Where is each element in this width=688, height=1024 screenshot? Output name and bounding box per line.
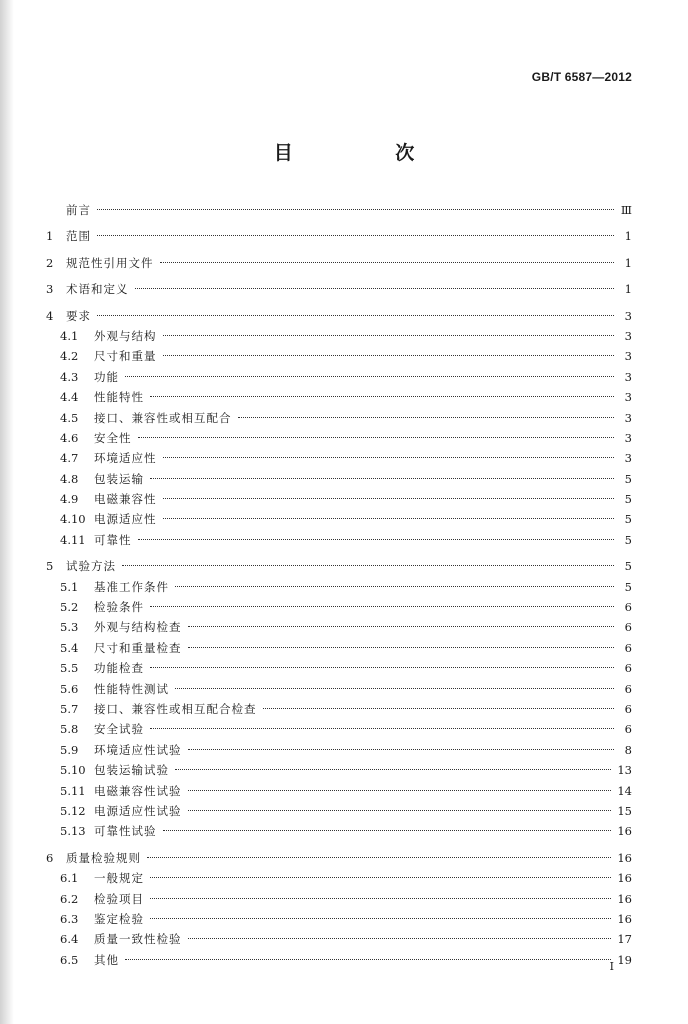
toc-dot-leader: [122, 565, 614, 566]
toc-dot-leader: [150, 396, 614, 397]
toc-entry-title: 电磁兼容性试验: [94, 783, 182, 798]
toc-entry-number: 4.4: [60, 390, 79, 405]
toc-entry-title: 功能: [94, 369, 119, 384]
toc-entry-number: 5.6: [60, 681, 79, 696]
toc-entry-number: 4.11: [60, 532, 86, 547]
toc-entry-number: 5.4: [60, 640, 79, 655]
toc-dot-leader: [150, 728, 614, 729]
toc-entry-title: 规范性引用文件: [66, 255, 154, 270]
toc-entry-title: 外观与结构: [94, 328, 157, 343]
table-of-contents: [46, 200, 632, 970]
toc-entry[interactable]: [46, 469, 632, 489]
toc-dot-leader: [163, 355, 615, 356]
toc-entry-page: 1: [624, 229, 632, 244]
toc-entry-title: 安全性: [94, 430, 132, 445]
toc-entry[interactable]: [46, 253, 632, 273]
toc-entry[interactable]: [46, 200, 632, 220]
toc-entry-title: 尺寸和重量: [94, 349, 157, 364]
toc-dot-leader: [188, 647, 615, 648]
toc-dot-leader: [150, 898, 611, 899]
toc-dot-leader: [150, 877, 611, 878]
toc-dot-leader: [163, 498, 615, 499]
toc-dot-leader: [175, 586, 614, 587]
toc-entry-title: 一般规定: [94, 871, 144, 886]
toc-dot-leader: [125, 959, 611, 960]
toc-entry-page: 6: [624, 620, 632, 635]
toc-entry-page: 16: [617, 911, 632, 926]
toc-entry-number: 4.6: [60, 430, 79, 445]
toc-entry-title: 性能特性测试: [94, 681, 169, 696]
toc-entry-number: 4.8: [60, 471, 79, 486]
toc-entry-title: 包装运输: [94, 471, 144, 486]
toc-entry[interactable]: [46, 909, 632, 929]
toc-entry-page: 3: [624, 369, 632, 384]
toc-entry-title: 质量检验规则: [66, 850, 141, 865]
toc-entry-title: 试验方法: [66, 559, 116, 574]
toc-entry[interactable]: [46, 387, 632, 407]
toc-entry[interactable]: [46, 428, 632, 448]
toc-entry[interactable]: [46, 556, 632, 576]
toc-entry[interactable]: [46, 848, 632, 868]
toc-entry-page: Ⅲ: [620, 203, 632, 217]
toc-entry-title: 包装运输试验: [94, 763, 169, 778]
toc-entry-page: 5: [624, 579, 632, 594]
toc-dot-leader: [188, 810, 612, 811]
toc-entry-page: 6: [624, 661, 632, 676]
toc-dot-leader: [147, 857, 611, 858]
toc-entry[interactable]: [46, 306, 632, 326]
toc-dot-leader: [150, 918, 611, 919]
toc-entry-number: 5.11: [60, 783, 86, 798]
toc-entry-number: 6.2: [60, 891, 79, 906]
toc-entry-number: 6.1: [60, 871, 79, 886]
toc-dot-leader: [188, 938, 612, 939]
toc-entry-page: 14: [617, 783, 632, 798]
toc-entry-page: 5: [624, 532, 632, 547]
toc-entry-number: 5.1: [60, 579, 79, 594]
toc-entry-page: 6: [624, 701, 632, 716]
toc-entry-title: 外观与结构检查: [94, 620, 182, 635]
toc-entry-page: 3: [624, 430, 632, 445]
toc-entry-page: 17: [617, 932, 632, 947]
toc-dot-leader: [125, 376, 614, 377]
toc-entry-page: 16: [617, 891, 632, 906]
toc-entry-number: 4.1: [60, 328, 79, 343]
toc-entry-title: 质量一致性检验: [94, 932, 182, 947]
toc-dot-leader: [150, 667, 614, 668]
toc-entry-number: 4.2: [60, 349, 79, 364]
toc-entry-number: 4.3: [60, 369, 79, 384]
toc-entry[interactable]: [46, 868, 632, 888]
toc-entry-page: 1: [624, 282, 632, 297]
toc-entry[interactable]: [46, 577, 632, 597]
toc-dot-leader: [138, 539, 615, 540]
toc-entry[interactable]: [46, 617, 632, 637]
toc-entry-title: 电磁兼容性: [94, 492, 157, 507]
toc-entry[interactable]: [46, 489, 632, 509]
toc-entry-page: 3: [624, 349, 632, 364]
toc-entry-page: 5: [624, 492, 632, 507]
toc-entry-number: 4.5: [60, 410, 79, 425]
toc-entry-title: 可靠性: [94, 532, 132, 547]
toc-entry[interactable]: [46, 638, 632, 658]
toc-dot-leader: [138, 437, 615, 438]
toc-entry-page: 16: [617, 824, 632, 839]
toc-entry[interactable]: [46, 679, 632, 699]
toc-entry-title: 其他: [94, 952, 119, 967]
toc-entry-number: 5.8: [60, 722, 79, 737]
toc-entry-number: 5.5: [60, 661, 79, 676]
toc-entry-page: 6: [624, 600, 632, 615]
toc-entry-number: 5.3: [60, 620, 79, 635]
toc-dot-leader: [163, 518, 615, 519]
toc-entry[interactable]: [46, 719, 632, 739]
page-number: I: [609, 960, 614, 973]
toc-entry-number: 5.12: [60, 803, 86, 818]
toc-dot-leader: [238, 417, 615, 418]
toc-dot-leader: [97, 315, 614, 316]
toc-entry-page: 5: [624, 471, 632, 486]
toc-entry-title: 术语和定义: [66, 282, 129, 297]
toc-entry-title: 可靠性试验: [94, 824, 157, 839]
toc-entry-page: 3: [624, 410, 632, 425]
toc-entry-number: 6: [46, 850, 54, 865]
toc-entry[interactable]: [46, 279, 632, 299]
toc-dot-leader: [175, 769, 611, 770]
toc-entry-number: 1: [46, 229, 54, 244]
toc-entry[interactable]: [46, 597, 632, 617]
toc-entry-page: 6: [624, 722, 632, 737]
toc-entry-number: 4.9: [60, 492, 79, 507]
toc-entry[interactable]: [46, 226, 632, 246]
toc-entry-number: 4.7: [60, 451, 79, 466]
toc-entry-page: 15: [617, 803, 632, 818]
toc-entry-number: 5.2: [60, 600, 79, 615]
toc-entry[interactable]: [46, 408, 632, 428]
toc-entry-number: 3: [46, 282, 54, 297]
toc-dot-leader: [150, 478, 614, 479]
toc-entry-title: 要求: [66, 308, 91, 323]
toc-entry-page: 3: [624, 308, 632, 323]
toc-entry-title: 接口、兼容性或相互配合检查: [94, 701, 257, 716]
toc-entry[interactable]: [46, 367, 632, 387]
toc-dot-leader: [160, 262, 615, 263]
toc-entry-page: 6: [624, 681, 632, 696]
toc-entry-page: 19: [617, 952, 632, 967]
toc-entry[interactable]: [46, 760, 632, 780]
toc-entry-number: 5.7: [60, 701, 79, 716]
toc-entry-title: 电源适应性试验: [94, 803, 182, 818]
toc-dot-leader: [188, 790, 612, 791]
toc-entry-title: 检验条件: [94, 600, 144, 615]
toc-entry-title: 基准工作条件: [94, 579, 169, 594]
toc-entry-page: 13: [617, 763, 632, 778]
toc-entry-page: 8: [624, 742, 632, 757]
toc-dot-leader: [163, 457, 615, 458]
toc-entry-title: 性能特性: [94, 390, 144, 405]
toc-entry-title: 范围: [66, 229, 91, 244]
toc-entry-number: 5.9: [60, 742, 79, 757]
toc-entry[interactable]: [46, 658, 632, 678]
toc-dot-leader: [188, 749, 615, 750]
toc-entry[interactable]: [46, 950, 632, 970]
toc-entry-title: 检验项目: [94, 891, 144, 906]
toc-entry-title: 安全试验: [94, 722, 144, 737]
toc-entry-page: 5: [624, 512, 632, 527]
toc-dot-leader: [163, 335, 615, 336]
toc-entry[interactable]: [46, 929, 632, 949]
toc-entry[interactable]: [46, 448, 632, 468]
toc-entry-number: 5: [46, 559, 54, 574]
toc-entry-number: 6.4: [60, 932, 79, 947]
toc-entry-page: 3: [624, 328, 632, 343]
standard-code: GB/T 6587—2012: [531, 70, 632, 84]
toc-entry-number: 5.13: [60, 824, 86, 839]
toc-entry-title: 前言: [66, 203, 91, 217]
toc-dot-leader: [97, 209, 614, 210]
toc-entry-title: 鉴定检验: [94, 911, 144, 926]
toc-entry[interactable]: [46, 509, 632, 529]
toc-entry-page: 16: [617, 871, 632, 886]
toc-entry[interactable]: [46, 781, 632, 801]
toc-entry-number: 2: [46, 255, 54, 270]
toc-entry[interactable]: [46, 346, 632, 366]
toc-entry[interactable]: [46, 889, 632, 909]
toc-entry[interactable]: [46, 699, 632, 719]
toc-entry-number: 4.10: [60, 512, 86, 527]
toc-entry-page: 16: [617, 850, 632, 865]
toc-dot-leader: [135, 288, 615, 289]
toc-entry-number: 6.5: [60, 952, 79, 967]
toc-entry[interactable]: [46, 326, 632, 346]
toc-entry-page: 3: [624, 390, 632, 405]
toc-entry-title: 电源适应性: [94, 512, 157, 527]
toc-entry-title: 环境适应性: [94, 451, 157, 466]
toc-dot-leader: [163, 830, 612, 831]
toc-entry[interactable]: [46, 530, 632, 550]
toc-entry-page: 1: [624, 255, 632, 270]
toc-dot-leader: [97, 235, 614, 236]
toc-dot-leader: [175, 688, 614, 689]
toc-entry-title: 尺寸和重量检查: [94, 640, 182, 655]
toc-entry-page: 3: [624, 451, 632, 466]
toc-dot-leader: [150, 606, 614, 607]
toc-entry-number: 4: [46, 308, 54, 323]
toc-entry-title: 环境适应性试验: [94, 742, 182, 757]
toc-entry-title: 接口、兼容性或相互配合: [94, 410, 232, 425]
toc-entry-number: 5.10: [60, 763, 86, 778]
toc-entry-number: 6.3: [60, 911, 79, 926]
toc-entry[interactable]: [46, 821, 632, 841]
toc-entry-page: 6: [624, 640, 632, 655]
toc-dot-leader: [263, 708, 615, 709]
toc-entry[interactable]: [46, 801, 632, 821]
toc-entry-page: 5: [624, 559, 632, 574]
toc-entry-title: 功能检查: [94, 661, 144, 676]
toc-title: 目 次: [273, 142, 463, 164]
toc-dot-leader: [188, 626, 615, 627]
toc-entry[interactable]: [46, 740, 632, 760]
